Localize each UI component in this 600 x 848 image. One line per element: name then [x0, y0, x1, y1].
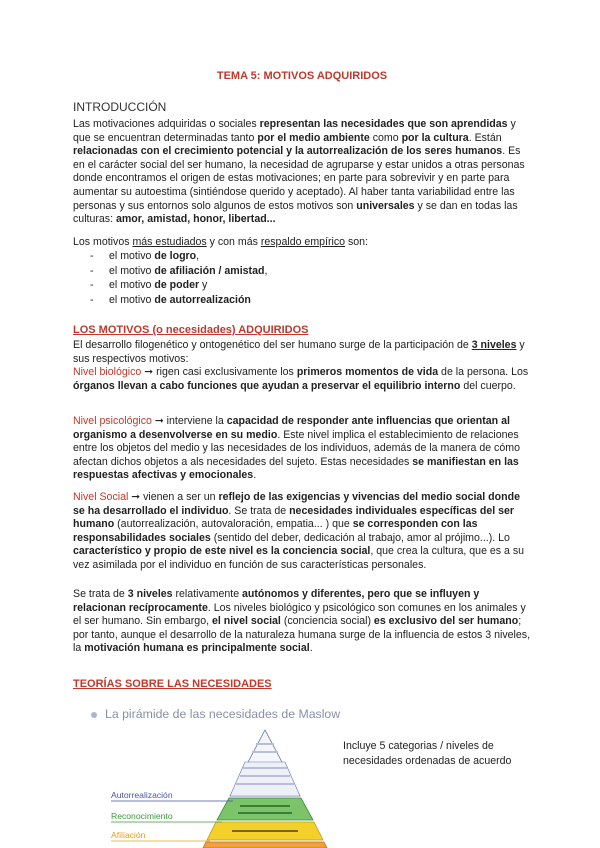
intro-heading: INTRODUCCIÓN	[73, 100, 167, 114]
text-run: ➞ interviene la	[151, 415, 227, 427]
text-run: Nivel psicológico	[73, 415, 152, 427]
text-run: ➞ rigen casi exclusivamente los	[141, 366, 297, 378]
lead-text-mid: y con más	[206, 236, 261, 248]
document-title: TEMA 5: MOTIVOS ADQUIRIDOS	[216, 70, 388, 82]
text-run: relativamente	[172, 588, 243, 600]
text-run: como	[369, 131, 402, 144]
text-run: ➞ vienen a ser un	[128, 491, 219, 503]
text-run: órganos llevan a cabo funciones que ayudan a preservar el equilibrio interno	[73, 379, 461, 392]
pyramid-security-tier	[203, 842, 327, 848]
text-run: el nivel social	[211, 615, 281, 628]
text-run: 3 niveles	[127, 588, 173, 600]
text-run: (autorrealización, autovaloración, empatia... ) que	[114, 518, 353, 531]
dash-bullet-icon: -	[90, 279, 94, 292]
text-run: Nivel Social	[73, 491, 129, 503]
text-run: y que se encuentran determinadas tanto	[73, 118, 516, 144]
list-item: - el motivo de logro,	[90, 250, 200, 262]
text-run: . Este nivel implica el establecimiento de relaciones entre los objetos del medio y las necesidades de los individuos, además de la manera de cómo afectan dichos objetos a als necesidades del sujeto. Estas necesidades	[73, 428, 520, 468]
text-run: por el medio ambiente	[257, 131, 370, 144]
lead-text-underlined-2: respaldo empírico	[260, 236, 346, 248]
text-run: universales	[356, 199, 415, 212]
text-run: de la persona. Los	[438, 366, 529, 378]
text-run: es exclusivo del ser humano	[373, 615, 519, 628]
text-run: por la cultura	[401, 131, 469, 144]
list-item: - el motivo de afiliación / amistad,	[90, 264, 268, 277]
pyramid-label-afiliacion: Afiliación	[111, 830, 146, 840]
text-run: . Es en el carácter social del ser humano, la necesidad de agruparse y estar unidos a otras personas donde encontramos el origen de estas motivaciones; en parte para sobrevivir y en parte para aumentar su autoestima (sintiéndose querido y aceptado). Al haber tanta variabilidad entre las personas y sus entornos solo algunos de estos motivos son	[73, 145, 525, 212]
text-run: .	[309, 642, 313, 655]
text-run: . Los niveles biológico y psicológico son comunes en los animales y el ser humano. Sin embargo,	[73, 601, 526, 628]
text-run: se corresponden con las responsabilidades sociales	[73, 518, 478, 544]
dash-bullet-icon: -	[90, 264, 94, 277]
text-run: autónomos y diferentes, pero que se influyen y relacionan recíprocamente	[73, 588, 480, 614]
text-run: necesidades individuales específicas del ser humano	[73, 504, 515, 531]
text-run: capacidad de responder ante influencias que orientan al organismo a desenvolverse en su medio	[73, 415, 510, 441]
text-run: , que crea la cultura, que es a su vez asimilada por el individuo en función de sus características personales.	[73, 545, 525, 571]
text-run: relacionadas con el crecimiento potencial y la autorrealización de los seres humanos	[73, 145, 503, 158]
lead-text-underlined-1: más estudiados	[132, 236, 207, 248]
pyramid-affiliation-tier	[207, 822, 323, 840]
text-run: El desarrollo filogenético y ontogenético del ser humano surge de la participación de	[73, 339, 472, 351]
dash-bullet-icon: -	[90, 293, 94, 306]
text-run: reflejo de las exigencias y vivencias del medio social donde se ha desarrollado el individuo	[73, 491, 520, 517]
text-run: . Están	[468, 131, 502, 144]
text-run: Se trata de	[73, 588, 128, 600]
section-heading-motivos: LOS MOTIVOS (o necesidades) ADQUIRIDOS	[73, 324, 309, 336]
pyramid-label-reconocimiento: Reconocimiento	[111, 811, 173, 821]
text-run: (sentido del deber, dedicación al trabajo, amor al prójimo...). Lo	[210, 531, 510, 544]
text-run: y se dan en todas las culturas:	[73, 199, 518, 226]
maslow-bullet-text: La pirámide de las necesidades de Maslow	[105, 707, 341, 721]
text-run: Las motivaciones adquiridas o sociales	[73, 118, 260, 130]
text-run: . Se trata de	[228, 504, 290, 517]
text-run: del cuerpo.	[460, 379, 516, 392]
side-note: Incluye 5 categorias / niveles de necesidades ordenadas de acuerdo	[343, 740, 512, 767]
list-item: - el motivo de autorrealización	[90, 293, 251, 306]
pyramid-label-autorrealizacion: Autorrealización	[111, 790, 173, 800]
text-run: .	[253, 469, 257, 482]
text-run: motivación humana es principalmente social	[84, 642, 310, 655]
text-run: (conciencia social)	[280, 615, 374, 628]
lead-text-pre: Los motivos	[73, 236, 133, 248]
text-run: representan las necesidades que son aprendidas	[259, 118, 508, 130]
lead-text-post: son:	[345, 236, 369, 248]
section-heading-teorias: TEORÍAS SOBRE LAS NECESIDADES	[73, 678, 272, 690]
list-item: - el motivo de poder y	[90, 279, 208, 292]
text-run: amor, amistad, honor, libertad...	[115, 213, 276, 226]
text-run: se manifiestan en las respuestas afectivas y emocionales	[73, 455, 519, 482]
pyramid-top-tier	[230, 730, 300, 796]
text-run: primeros momentos de vida	[296, 366, 439, 378]
text-run: 3 niveles	[471, 339, 517, 351]
text-run: característico y propio de este nivel es la conciencia social	[73, 545, 371, 558]
dash-bullet-icon: -	[90, 250, 94, 262]
text-run: ; por tanto, aunque el desarrollo de la naturaleza humana surge de la influencia de estos 3 niveles, la	[73, 615, 531, 655]
text-run: Nivel biológico	[73, 366, 142, 378]
text-run: y sus respectivos motivos:	[73, 339, 525, 365]
